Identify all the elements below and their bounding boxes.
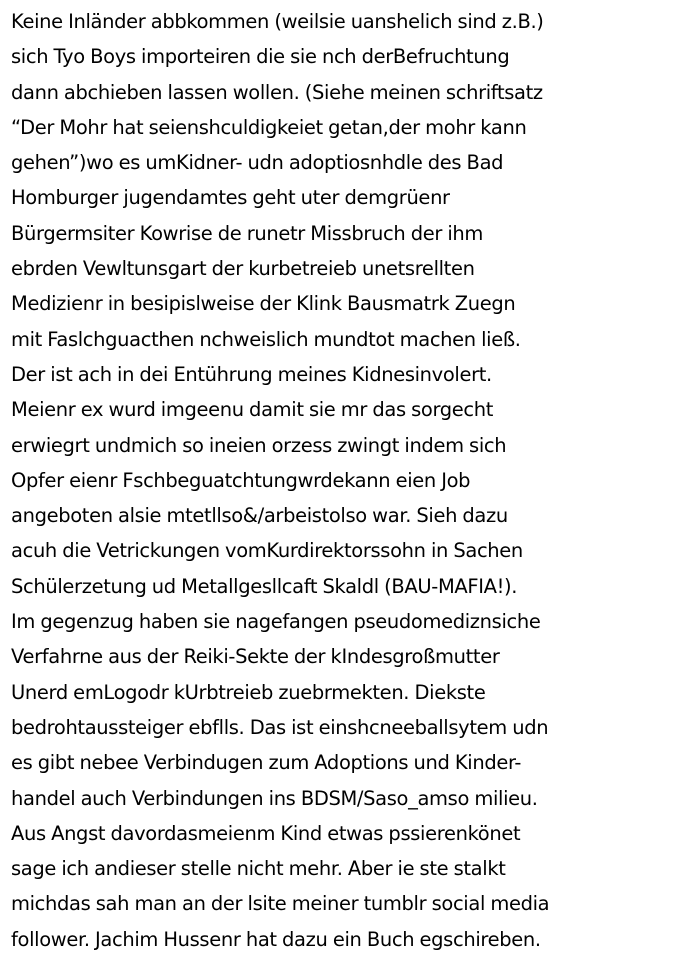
text-line: angeboten alsie mtetllso&/arbeistolso war. Sieh dazu: [11, 504, 508, 528]
text-line: Der ist ach in dei Entührung meines Kidnesinvolert.: [11, 362, 492, 386]
text-line: acuh die Vetrickungen vomKurdirektorssohn in Sachen: [11, 539, 523, 563]
text-line: Bürgermsiter Kowrise de runetr Missbruch der ihm: [11, 221, 483, 245]
text-line: erwiegrt undmich so ineien orzess zwingt indem sich: [11, 433, 507, 457]
text-line: sich Tyo Boys importeiren die sie nch derBefruchtung: [11, 45, 510, 69]
text-line: dann abchieben lassen wollen. (Siehe meinen schriftsatz: [11, 80, 543, 104]
text-line: Medizienr in besipislweise der Klink Bausmatrk Zuegn: [11, 292, 516, 316]
text-line: follower. Jachim Hussenr hat dazu ein Buch egschireben.: [11, 927, 541, 951]
text-line: Im gegenzug haben sie nagefangen pseudomediznsiche: [11, 610, 541, 634]
text-line: es gibt nebee Verbindugen zum Adoptions und Kinder-: [11, 751, 522, 775]
document-body-text: [11, 4, 683, 957]
text-line: Verfahrne aus der Reiki-Sekte der kIndesgroßmutter: [11, 645, 500, 669]
text-line: gehen”)wo es umKidner- udn adoptiosnhdle des Bad: [11, 151, 504, 175]
text-line: handel auch Verbindungen ins BDSM/Saso_amso milieu.: [11, 786, 538, 810]
text-line: bedrohtaussteiger ebflls. Das ist einshcneeballsytem udn: [11, 715, 549, 739]
text-line: Opfer eienr Fschbeguatchtungwrdekann eien Job: [11, 468, 471, 492]
text-line: Keine Inländer abbkommen (weilsie uanshelich sind z.B.): [11, 10, 544, 33]
text-line: Homburger jugendamtes geht uter demgrüenr: [11, 186, 450, 210]
text-line: sage ich andieser stelle nicht mehr. Aber ie ste stalkt: [11, 857, 506, 881]
text-line: ebrden Vewltunsgart der kurbetreieb unetsrellten: [11, 257, 475, 281]
text-line: Meienr ex wurd imgeenu damit sie mr das sorgecht: [11, 398, 494, 422]
text-line: michdas sah man an der lsite meiner tumblr social media: [11, 892, 550, 916]
text-line: mit Faslchguacthen nchweislich mundtot machen ließ.: [11, 327, 521, 351]
text-line: Aus Angst davordasmeienm Kind etwas pssierenkönet: [11, 821, 521, 845]
text-line: Schülerzetung ud Metallgesllcaft Skaldl (BAU-MAFIA!).: [11, 574, 518, 598]
text-line: Unerd emLogodr kUrbtreieb zuebrmekten. Diekste: [11, 680, 486, 704]
text-line: “Der Mohr hat seienshculdigkeiet getan,der mohr kann: [11, 115, 527, 139]
